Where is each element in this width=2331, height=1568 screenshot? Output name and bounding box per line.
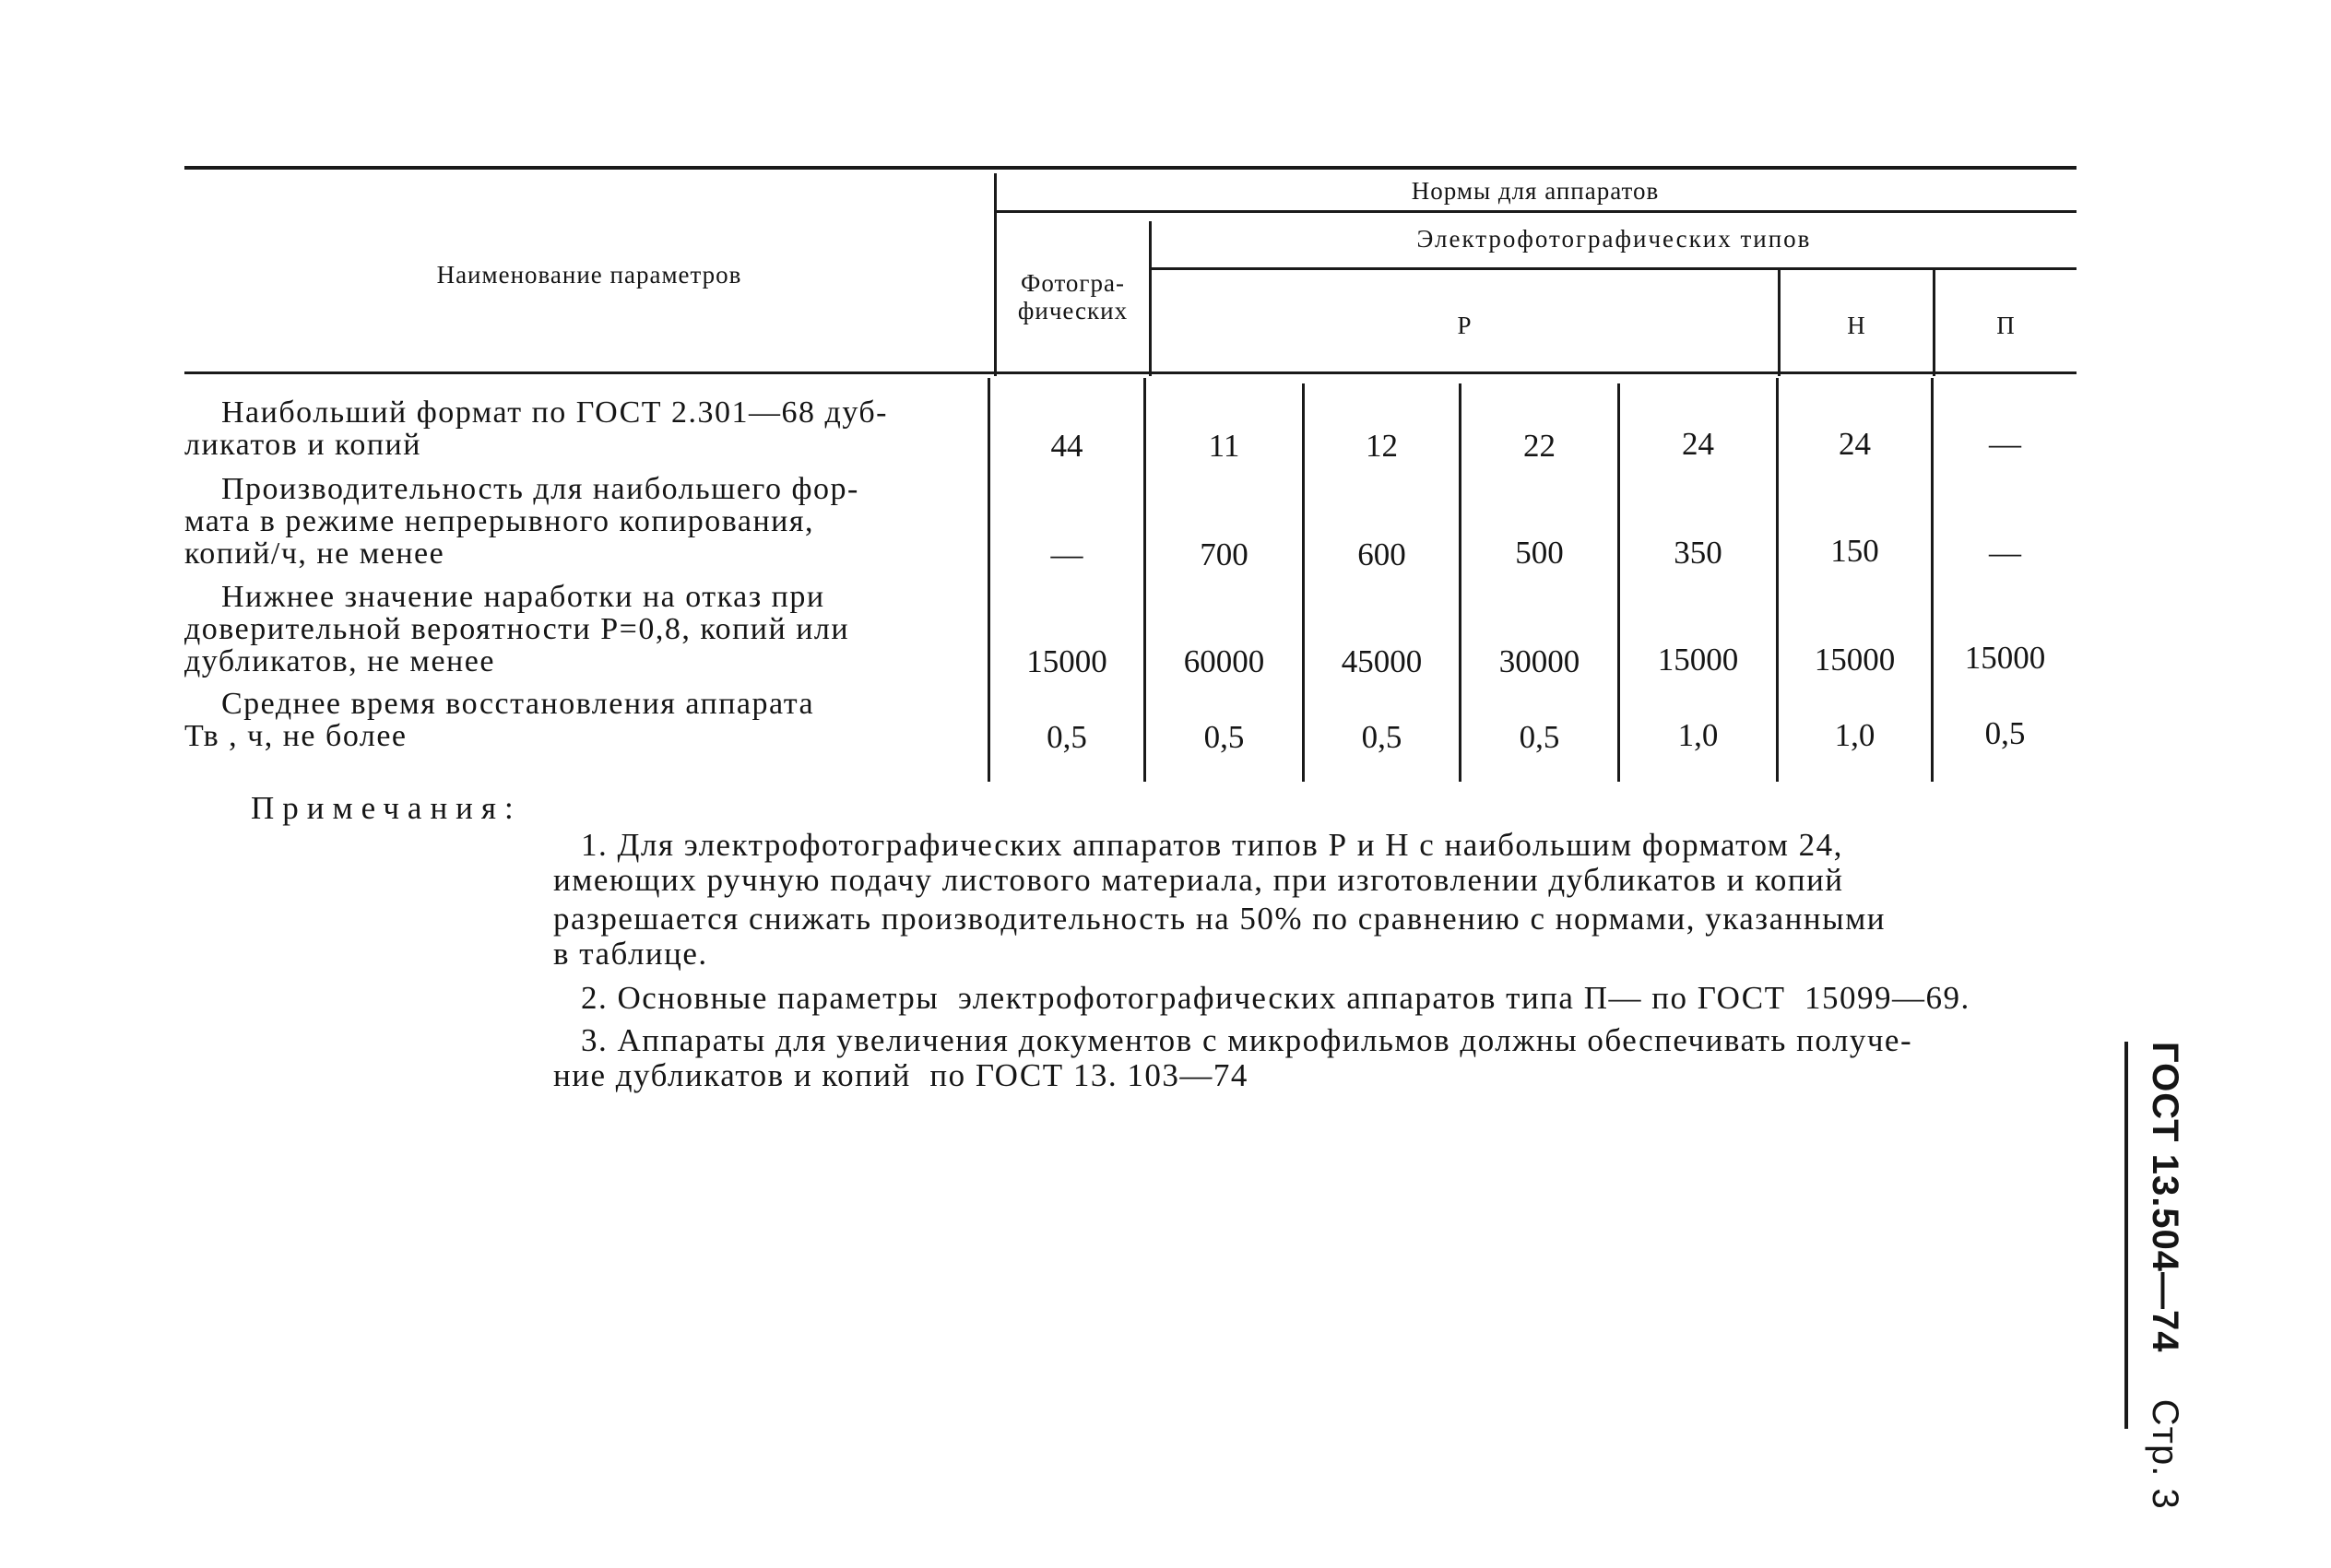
row-2-cell-r1: 700 <box>1200 536 1248 572</box>
note-1-line3: разрешается снижать производительность на 50% по сравнению с нормами, указанными <box>553 901 1886 937</box>
row-2-cell-n: 150 <box>1830 533 1879 569</box>
table-top-rule <box>184 166 2077 170</box>
row-2-name-line2: мата в режиме непрерывного копирования, <box>184 504 814 538</box>
row-3-cell-r3: 30000 <box>1498 643 1580 679</box>
row-1-cell-p: — <box>1989 426 2021 462</box>
type-p-header: П <box>1996 312 2016 339</box>
row-1-cell-r1: 11 <box>1208 428 1240 464</box>
row-1-cell-photo: 44 <box>1050 428 1083 464</box>
doc-id-vertical <box>2144 1042 2185 1510</box>
row-4-cell-r3: 0,5 <box>1519 719 1560 755</box>
param-column-header: Наименование параметров <box>436 261 742 289</box>
row-3-name-line1: Нижнее значение наработки на отказ при <box>221 580 825 614</box>
row-3-name-line3: дубликатов, не менее <box>184 644 495 678</box>
note-2: 2. Основные параметры электрофотографических аппаратов типа П— по ГОСТ 15099—69. <box>581 980 1970 1016</box>
note-3-line1: 3. Аппараты для увеличения документов с микрофильмов должны обеспечивать получе- <box>581 1022 1913 1058</box>
photo-header-line1: Фотогра- <box>1021 269 1125 297</box>
row-2-name-line1: Производительность для наибольшего фор- <box>221 472 859 506</box>
row-2-cell-r4: 350 <box>1674 535 1722 571</box>
type-r-header: Р <box>1457 312 1473 339</box>
note-1-line1: 1. Для электрофотографических аппаратов типов Р и Н с наибольшим форматом 24, <box>581 827 1843 863</box>
row-1-cell-r3: 22 <box>1523 428 1556 464</box>
norms-header: Нормы для аппаратов <box>1411 177 1660 205</box>
row-3-cell-r1: 60000 <box>1183 643 1265 679</box>
electro-rule <box>1151 267 2077 270</box>
row-1-name <box>184 396 977 461</box>
row-3-name-line2: доверительной вероятности P=0,8, копий или <box>184 612 850 646</box>
row-4-cell-p: 0,5 <box>1984 715 2026 751</box>
row-4-cell-r1: 0,5 <box>1203 719 1245 755</box>
row-2-cell-r3: 500 <box>1515 535 1564 571</box>
row-4-cell-n: 1,0 <box>1834 717 1875 753</box>
margin-rule-top <box>2124 1042 2128 1429</box>
row-3-cell-r2: 45000 <box>1341 643 1423 679</box>
row-2-cell-r2: 600 <box>1357 536 1406 572</box>
row-1-name-line1: Наибольший формат по ГОСТ 2.301—68 дуб- <box>221 395 888 430</box>
row-4-cell-photo: 0,5 <box>1047 719 1087 755</box>
norms-rule <box>994 210 2077 213</box>
row-2-cell-photo: — <box>1050 536 1083 572</box>
row-2-name <box>184 473 977 570</box>
electro-header: Электрофотографических типов <box>1416 225 1812 253</box>
row-3-name <box>184 581 977 678</box>
row-4-name-line2: Тв , ч, не более <box>184 719 408 753</box>
note-3 <box>553 1023 2075 1093</box>
note-1-line4: в таблице. <box>553 936 708 972</box>
header-bottom-rule <box>184 371 2077 374</box>
row-2-cell-p: — <box>1989 535 2021 571</box>
type-n-header: Н <box>1847 312 1866 339</box>
row-1-cell-r4: 24 <box>1682 426 1714 462</box>
doc-id: ГОСТ 13.504—74 <box>2145 1042 2185 1353</box>
row-3-cell-p: 15000 <box>1964 640 2046 676</box>
note-1 <box>553 828 2075 972</box>
row-1-name-line2: ликатов и копий <box>184 428 421 462</box>
row-1-cell-r2: 12 <box>1366 428 1398 464</box>
notes-heading: Примечания: <box>251 790 522 826</box>
row-4-name <box>184 688 977 752</box>
photo-header <box>997 269 1149 324</box>
row-4-cell-r4: 1,0 <box>1677 717 1719 753</box>
page-number: Стр. 3 <box>2145 1398 2185 1510</box>
row-3-cell-photo: 15000 <box>1026 643 1107 679</box>
row-1-cell-n: 24 <box>1839 426 1871 462</box>
row-2-name-line3: копий/ч, не менее <box>184 536 445 571</box>
note-3-line2: ние дубликатов и копий по ГОСТ 13. 103—74 <box>553 1057 1248 1093</box>
row-4-cell-r2: 0,5 <box>1361 719 1402 755</box>
note-1-line2: имеющих ручную подачу листового материала, при изготовлении дубликатов и копий <box>553 862 1844 898</box>
row-4-name-line1: Среднее время восстановления аппарата <box>221 687 815 721</box>
row-3-cell-n: 15000 <box>1814 642 1896 678</box>
row-3-cell-r4: 15000 <box>1657 642 1739 678</box>
photo-header-line2: фических <box>1017 297 1129 324</box>
